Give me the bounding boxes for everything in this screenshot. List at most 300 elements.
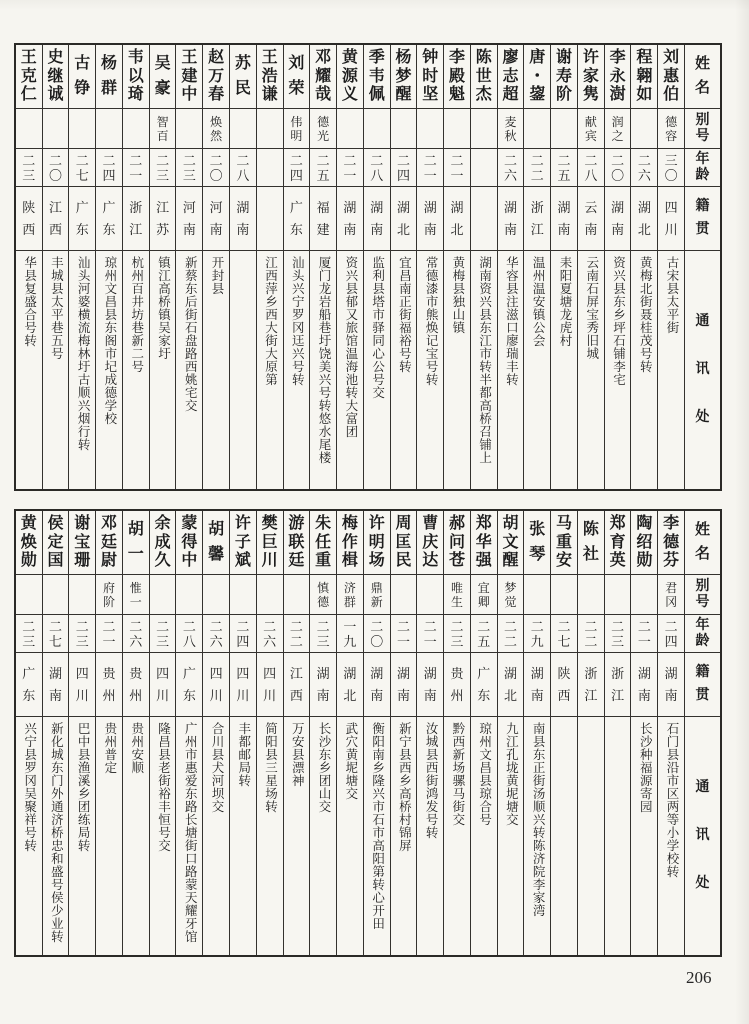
person-address: 合川县犬河坝交 — [209, 722, 224, 813]
person-name: 王 浩 谦 — [257, 45, 283, 109]
person-origin: 云 南 — [578, 187, 604, 251]
person-address: 巴中县渔溪乡团练局转 — [76, 722, 91, 852]
person-origin: 贵 州 — [123, 653, 149, 717]
person-age: 二 四 — [230, 615, 256, 653]
person-alias — [391, 109, 417, 149]
person-column — [336, 511, 363, 955]
person-address: 耒阳夏塘龙虎村 — [557, 256, 572, 347]
person-column — [604, 45, 631, 489]
person-alias — [96, 109, 122, 149]
person-age: 二 〇 — [43, 149, 69, 187]
person-column — [42, 511, 69, 955]
person-column — [604, 511, 631, 955]
person-address: 隆昌县老街裕丰恒号交 — [156, 722, 171, 852]
person-column — [175, 511, 202, 955]
person-age: 二 七 — [551, 615, 577, 653]
person-alias: 慎 德 — [310, 575, 336, 615]
person-address: 汕头兴宁罗冈迋兴号转 — [290, 256, 305, 386]
person-origin: 湖 南 — [417, 187, 443, 251]
person-name: 赵 万 春 — [203, 45, 229, 109]
person-origin: 四 川 — [257, 653, 283, 717]
person-alias — [203, 575, 229, 615]
person-column — [229, 45, 256, 489]
person-age: 二 六 — [203, 615, 229, 653]
person-column — [122, 45, 149, 489]
person-column — [363, 511, 390, 955]
person-column — [95, 45, 122, 489]
person-name: 朱 任 重 — [310, 511, 336, 575]
header-address: 通 讯 处 — [695, 780, 710, 891]
person-age: 二 六 — [257, 615, 283, 653]
person-age: 二 三 — [150, 615, 176, 653]
person-age: 二 七 — [43, 615, 69, 653]
person-column — [470, 45, 497, 489]
person-name: 樊 巨 川 — [257, 511, 283, 575]
directory-table-top — [14, 43, 722, 491]
person-alias — [337, 109, 363, 149]
person-column — [443, 511, 470, 955]
person-name: 胡 一 — [123, 511, 149, 575]
person-name: 郝 问 苍 — [444, 511, 470, 575]
header-age: 年 龄 — [685, 615, 720, 653]
person-origin: 湖 南 — [524, 653, 550, 717]
person-name: 郑 育 英 — [605, 511, 631, 575]
person-address: 黄梅北街聂桂茂号转 — [638, 256, 653, 373]
person-name: 胡 馨 — [203, 511, 229, 575]
person-age: 二 一 — [96, 615, 122, 653]
header-name: 姓 名 — [685, 45, 720, 109]
person-origin: 陕 西 — [16, 187, 42, 251]
person-age: 二 三 — [150, 149, 176, 187]
person-origin: 广 东 — [284, 187, 310, 251]
person-alias — [364, 109, 390, 149]
person-age: 二 二 — [284, 615, 310, 653]
person-origin: 江 西 — [284, 653, 310, 717]
person-column — [497, 511, 524, 955]
person-origin: 广 东 — [176, 653, 202, 717]
person-alias — [578, 575, 604, 615]
person-column — [202, 45, 229, 489]
person-age: 二 五 — [310, 149, 336, 187]
header-age: 年 龄 — [685, 149, 720, 187]
person-address: 新蔡东后街石盘路西姚宅交 — [183, 256, 198, 412]
person-column — [363, 45, 390, 489]
person-column — [523, 45, 550, 489]
person-origin: 福 建 — [310, 187, 336, 251]
person-age: 二 一 — [391, 615, 417, 653]
person-alias — [631, 575, 657, 615]
person-age: 二 一 — [123, 149, 149, 187]
header-origin: 籍 贯 — [685, 187, 720, 251]
person-column — [550, 511, 577, 955]
directory-table-bottom — [14, 509, 722, 957]
person-address: 宜昌南正街福裕号转 — [397, 256, 412, 373]
person-origin: 广 东 — [96, 187, 122, 251]
person-age: 二 五 — [471, 615, 497, 653]
person-name: 许 家 隽 — [578, 45, 604, 109]
person-alias — [417, 109, 443, 149]
person-age: 二 七 — [69, 149, 95, 187]
person-age: 二 一 — [417, 615, 443, 653]
person-origin: 江 西 — [43, 187, 69, 251]
person-name: 李 殿 魁 — [444, 45, 470, 109]
header-alias: 别 号 — [685, 575, 720, 615]
person-origin: 湖 南 — [364, 187, 390, 251]
person-alias: 府 阶 — [96, 575, 122, 615]
person-name: 廖 志 超 — [498, 45, 524, 109]
person-age: 二 四 — [658, 615, 684, 653]
person-name: 马 重 安 — [551, 511, 577, 575]
person-column — [202, 511, 229, 955]
person-address: 厦门龙岩船巷圩饶美兴号转悠水尾楼 — [317, 256, 332, 464]
person-age: 二 五 — [551, 149, 577, 187]
person-age: 二 四 — [284, 149, 310, 187]
person-name: 季 韦 佩 — [364, 45, 390, 109]
person-origin: 河 南 — [203, 187, 229, 251]
person-column — [283, 45, 310, 489]
person-origin: 湖 北 — [391, 187, 417, 251]
person-column — [577, 511, 604, 955]
person-name: 蒙 得 中 — [176, 511, 202, 575]
person-age: 二 三 — [16, 149, 42, 187]
person-address — [551, 717, 577, 955]
person-name: 王 克 仁 — [16, 45, 42, 109]
person-alias — [257, 109, 283, 149]
person-alias — [43, 109, 69, 149]
person-alias — [391, 575, 417, 615]
person-origin: 广 东 — [16, 653, 42, 717]
person-age: 二 一 — [631, 615, 657, 653]
person-name: 胡 文 醒 — [498, 511, 524, 575]
person-address: 云南石屏宝秀旧城 — [584, 256, 599, 360]
person-origin: 湖 南 — [605, 187, 631, 251]
person-name: 黄 焕 勋 — [16, 511, 42, 575]
person-name: 李 永 澍 — [605, 45, 631, 109]
person-name: 唐 ・ 鋆 — [524, 45, 550, 109]
person-column — [68, 45, 95, 489]
person-alias: 伟 明 — [284, 109, 310, 149]
person-age: 二 九 — [524, 615, 550, 653]
person-address: 监利县塔市驿同心公号交 — [370, 256, 385, 399]
person-alias: 德 光 — [310, 109, 336, 149]
person-name: 古 铮 — [69, 45, 95, 109]
person-address: 简阳县三星场转 — [263, 722, 278, 813]
person-address: 长沙种福源寄园 — [638, 722, 653, 813]
person-address — [230, 251, 256, 489]
person-column — [443, 45, 470, 489]
person-alias: 梦 觉 — [498, 575, 524, 615]
person-alias: 济 群 — [337, 575, 363, 615]
person-origin: 四 川 — [203, 653, 229, 717]
person-alias: 德 容 — [658, 109, 684, 149]
person-origin: 浙 江 — [578, 653, 604, 717]
person-origin: 浙 江 — [123, 187, 149, 251]
person-address: 黄梅县独山镇 — [450, 256, 465, 334]
person-address: 万安县漂神 — [290, 722, 305, 787]
header-column — [684, 45, 720, 489]
person-alias — [230, 575, 256, 615]
person-column — [336, 45, 363, 489]
person-alias: 焕 然 — [203, 109, 229, 149]
person-alias — [176, 575, 202, 615]
person-column — [497, 45, 524, 489]
person-column — [175, 45, 202, 489]
person-alias — [123, 109, 149, 149]
person-address: 广州市惠爱东路长塘街口路蒙天耀牙馆 — [183, 722, 198, 943]
person-alias — [524, 109, 550, 149]
person-column — [256, 45, 283, 489]
person-age: 二 三 — [176, 149, 202, 187]
person-age: 二 一 — [417, 149, 443, 187]
person-origin: 湖 南 — [417, 653, 443, 717]
person-name: 李 德 芬 — [658, 511, 684, 575]
person-age: 二 八 — [176, 615, 202, 653]
person-origin: 湖 南 — [43, 653, 69, 717]
person-column — [416, 511, 443, 955]
person-name: 邓 耀 哉 — [310, 45, 336, 109]
person-name: 许 子 斌 — [230, 511, 256, 575]
person-origin: 广 东 — [471, 653, 497, 717]
person-address: 琼州文昌县琼合号 — [477, 722, 492, 826]
person-age: 二 八 — [578, 149, 604, 187]
person-alias — [150, 575, 176, 615]
person-alias — [69, 575, 95, 615]
header-address: 通 讯 处 — [695, 314, 710, 425]
person-age: 二 二 — [498, 615, 524, 653]
person-name: 张 琴 — [524, 511, 550, 575]
person-origin: 浙 江 — [524, 187, 550, 251]
person-alias — [69, 109, 95, 149]
person-age: 二 三 — [605, 615, 631, 653]
page-number: 206 — [686, 968, 712, 987]
person-address: 常德漆市熊焕记宝号转 — [424, 256, 439, 386]
person-alias — [16, 575, 42, 615]
person-column — [523, 511, 550, 955]
person-age: 一 九 — [337, 615, 363, 653]
person-address: 南县东正街汤顺兴转陈济院李家湾 — [531, 722, 546, 917]
person-address: 温州温安镇公会 — [531, 256, 546, 347]
person-address: 琼州文昌县东阁市圮成德学校 — [102, 256, 117, 425]
person-origin: 贵 州 — [96, 653, 122, 717]
person-address: 开封县 — [209, 256, 224, 295]
person-name: 吴 豪 — [150, 45, 176, 109]
person-origin: 四 川 — [230, 653, 256, 717]
person-name: 谢 宝 珊 — [69, 511, 95, 575]
header-alias: 别 号 — [685, 109, 720, 149]
person-alias — [551, 575, 577, 615]
header-name: 姓 名 — [685, 511, 720, 575]
header-origin: 籍 贯 — [685, 653, 720, 717]
person-name: 杨 梦 醒 — [391, 45, 417, 109]
person-address: 贵州普定 — [102, 722, 117, 774]
person-column — [309, 45, 336, 489]
person-column — [229, 511, 256, 955]
person-age: 二 三 — [310, 615, 336, 653]
person-age: 二 八 — [364, 149, 390, 187]
person-name: 史 继 诚 — [43, 45, 69, 109]
person-alias — [471, 109, 497, 149]
person-column — [390, 511, 417, 955]
person-name: 黄 源 义 — [337, 45, 363, 109]
person-name: 郑 华 强 — [471, 511, 497, 575]
person-age: 三 〇 — [658, 149, 684, 187]
person-address: 长沙东乡团山交 — [317, 722, 332, 813]
person-column — [149, 45, 176, 489]
person-column — [16, 511, 42, 955]
person-name: 周 匡 民 — [391, 511, 417, 575]
person-age: 二 八 — [230, 149, 256, 187]
person-age: 二 一 — [444, 149, 470, 187]
person-age: 二 四 — [96, 149, 122, 187]
person-origin: 湖 南 — [658, 653, 684, 717]
person-origin: 江 苏 — [150, 187, 176, 251]
person-address: 华容县注滋口廖瑞丰转 — [504, 256, 519, 386]
person-name: 游 联 廷 — [284, 511, 310, 575]
person-age: 二 三 — [444, 615, 470, 653]
person-origin: 湖 南 — [364, 653, 390, 717]
person-address: 汝城县西街鸿发号转 — [424, 722, 439, 839]
person-column — [416, 45, 443, 489]
person-origin: 浙 江 — [605, 653, 631, 717]
person-alias — [605, 575, 631, 615]
person-address — [578, 717, 604, 955]
person-address: 九江孔垅黄坭塘交 — [504, 722, 519, 826]
person-column — [309, 511, 336, 955]
person-column — [577, 45, 604, 489]
person-age: 二 三 — [69, 615, 95, 653]
person-origin: 陕 西 — [551, 653, 577, 717]
person-origin: 湖 北 — [337, 653, 363, 717]
person-alias — [551, 109, 577, 149]
person-column — [657, 511, 684, 955]
person-alias — [16, 109, 42, 149]
person-origin: 贵 州 — [444, 653, 470, 717]
person-address: 贵州安顺 — [129, 722, 144, 774]
person-address: 江西萍乡西大街大原第 — [263, 256, 278, 386]
person-name: 余 成 久 — [150, 511, 176, 575]
person-address: 丰都邮局转 — [236, 722, 251, 787]
person-address: 兴宁县罗冈吴聚祥号转 — [22, 722, 37, 852]
person-alias: 麦 秋 — [498, 109, 524, 149]
person-age — [471, 149, 497, 187]
person-alias — [444, 109, 470, 149]
person-alias: 宜 卿 — [471, 575, 497, 615]
person-address: 古宋县太平街 — [665, 256, 679, 334]
person-origin: 湖 南 — [631, 653, 657, 717]
person-address: 资兴县东乡坪石铺李宅 — [611, 256, 626, 386]
person-origin: 四 川 — [150, 653, 176, 717]
person-age: 二 二 — [578, 615, 604, 653]
person-name: 曹 庆 达 — [417, 511, 443, 575]
person-age: 二 二 — [524, 149, 550, 187]
person-origin — [471, 187, 497, 251]
person-alias — [284, 575, 310, 615]
person-address: 新宁县西乡高桥村锦屏 — [397, 722, 412, 852]
person-age: 二 六 — [123, 615, 149, 653]
person-age: 二 〇 — [364, 615, 390, 653]
person-name: 陈 社 — [578, 511, 604, 575]
person-alias — [417, 575, 443, 615]
person-age: 二 三 — [16, 615, 42, 653]
person-origin: 广 东 — [69, 187, 95, 251]
person-alias: 惟 一 — [123, 575, 149, 615]
person-age: 二 六 — [631, 149, 657, 187]
person-origin: 四 川 — [658, 187, 684, 251]
person-origin: 湖 南 — [391, 653, 417, 717]
person-column — [630, 45, 657, 489]
person-alias — [43, 575, 69, 615]
person-origin: 河 南 — [176, 187, 202, 251]
person-name: 王 建 中 — [176, 45, 202, 109]
person-name: 梅 作 楫 — [337, 511, 363, 575]
person-column — [390, 45, 417, 489]
person-address: 杭州百井坊巷新二号 — [129, 256, 144, 373]
person-age — [257, 149, 283, 187]
person-age: 二 六 — [498, 149, 524, 187]
person-alias: 唯 生 — [444, 575, 470, 615]
person-address: 黔西新场骡马街交 — [450, 722, 465, 826]
person-name: 刘 荣 — [284, 45, 310, 109]
person-address: 湖南资兴县东江市转半都高桥召铺上 — [477, 256, 492, 464]
person-column — [16, 45, 42, 489]
person-name: 程 翱 如 — [631, 45, 657, 109]
person-age: 二 四 — [391, 149, 417, 187]
person-origin: 湖 南 — [310, 653, 336, 717]
person-column — [95, 511, 122, 955]
person-origin: 湖 南 — [230, 187, 256, 251]
person-name: 谢 寿 阶 — [551, 45, 577, 109]
person-column — [470, 511, 497, 955]
person-alias — [230, 109, 256, 149]
person-origin: 湖 南 — [551, 187, 577, 251]
person-alias: 智 百 — [150, 109, 176, 149]
person-address: 武穴黄坭塘交 — [343, 722, 358, 800]
person-alias — [524, 575, 550, 615]
person-name: 钟 时 坚 — [417, 45, 443, 109]
person-address: 石门县沿市区两等小学校转 — [665, 722, 679, 878]
person-address: 汕头河婆横流梅林圩古顺兴烟行转 — [76, 256, 91, 451]
person-column — [256, 511, 283, 955]
person-column — [283, 511, 310, 955]
person-alias: 鼎 新 — [364, 575, 390, 615]
person-name: 杨 群 — [96, 45, 122, 109]
person-name: 邓 廷 尉 — [96, 511, 122, 575]
person-origin: 湖 北 — [444, 187, 470, 251]
person-column — [42, 45, 69, 489]
person-age: 二 〇 — [203, 149, 229, 187]
person-age: 二 一 — [337, 149, 363, 187]
person-alias: 献 宾 — [578, 109, 604, 149]
person-alias — [257, 575, 283, 615]
person-origin: 湖 北 — [498, 653, 524, 717]
person-address: 衡阳南乡隆兴市石市高阳第转心开田 — [370, 722, 385, 930]
person-address: 丰城县太平巷五号 — [49, 256, 64, 360]
person-address — [605, 717, 631, 955]
person-address: 资兴县郁又旅馆温海池转大富团 — [343, 256, 358, 438]
person-name: 陈 世 杰 — [471, 45, 497, 109]
person-column — [657, 45, 684, 489]
person-name: 侯 定 国 — [43, 511, 69, 575]
person-alias — [631, 109, 657, 149]
person-name: 韦 以 琦 — [123, 45, 149, 109]
person-origin: 湖 南 — [337, 187, 363, 251]
person-origin: 湖 北 — [631, 187, 657, 251]
person-column — [550, 45, 577, 489]
person-column — [149, 511, 176, 955]
person-column — [630, 511, 657, 955]
person-address: 镇江高桥镇吴家圩 — [156, 256, 171, 360]
person-origin: 湖 南 — [498, 187, 524, 251]
